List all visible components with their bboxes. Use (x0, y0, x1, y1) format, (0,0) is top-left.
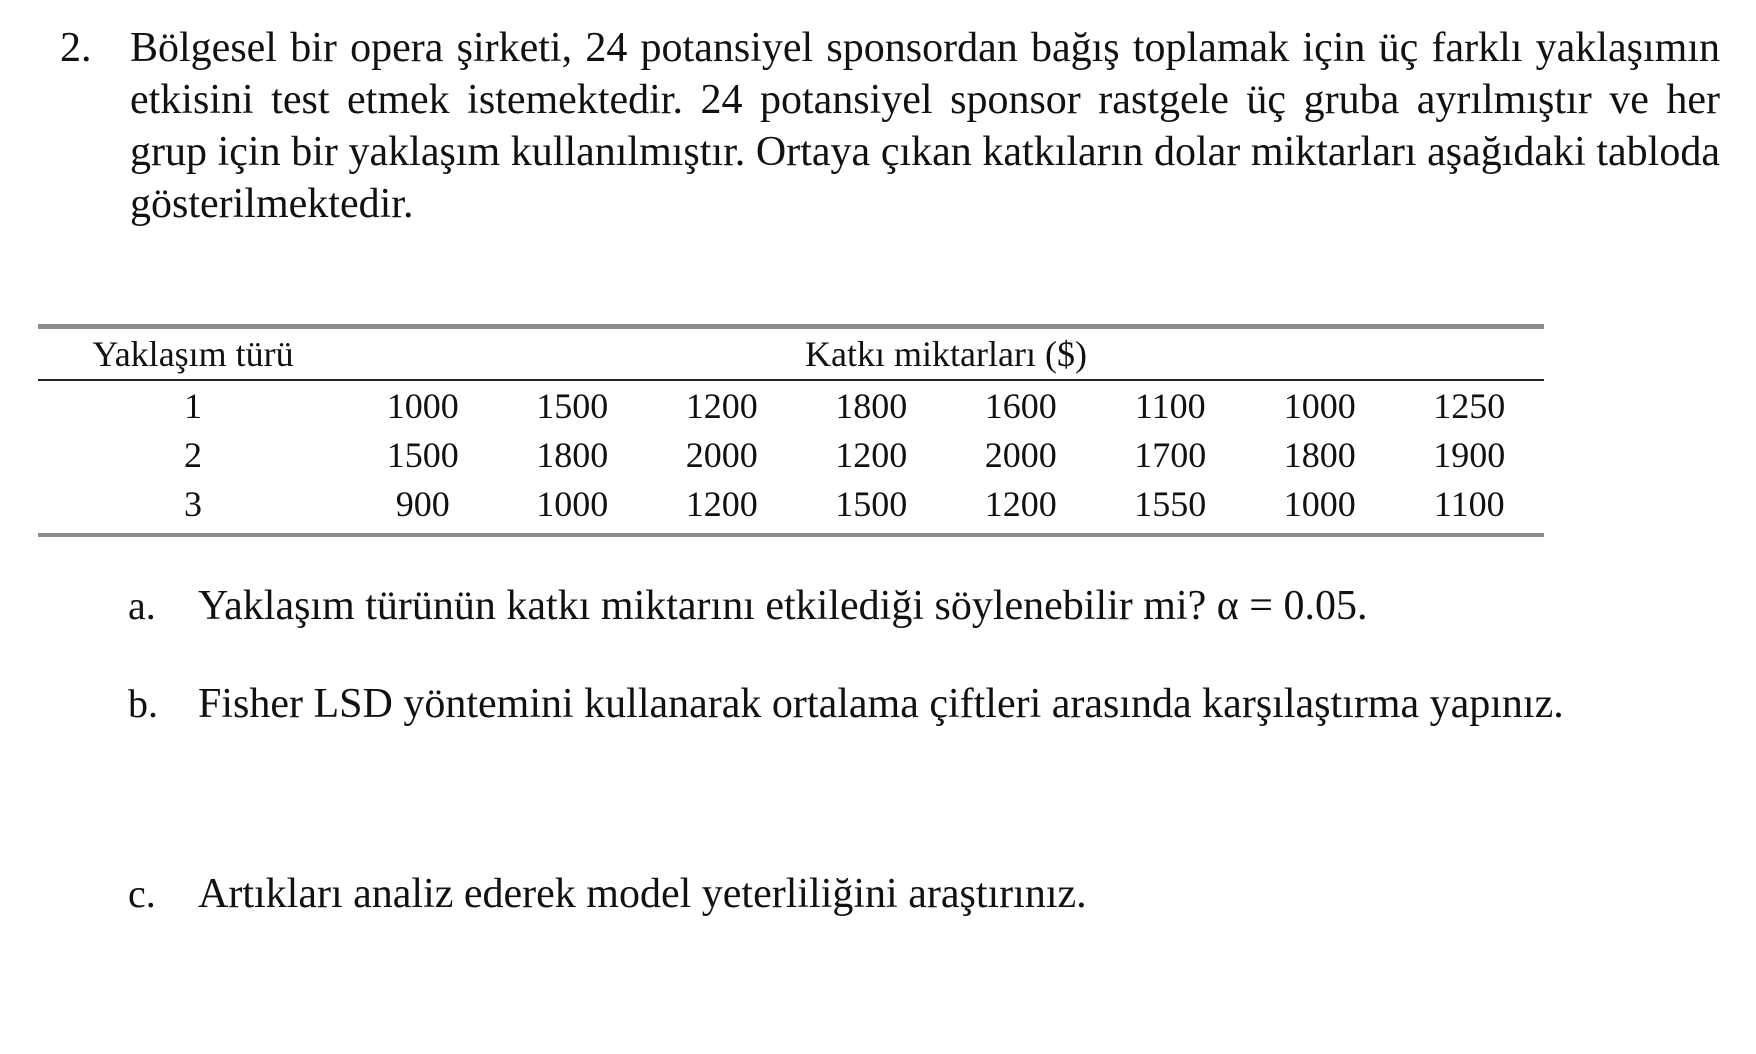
problem-statement: Bölgesel bir opera şirketi, 24 potansiyel sponsordan bağış toplamak için üç farklı yaklaşımın etkisini test etmek istemektedir. 24 potansiyel sponsor rastgele üç gruba ayrılmıştır ve her grup için bir yaklaşım kullanılmıştır. Ortaya çıkan katkıların dolar miktarları aşağıdaki tabloda gösterilmektedir. (130, 25, 1720, 227)
header-contribution-amounts: Katkı miktarları ($) (805, 334, 1087, 374)
table-cell: 1200 (685, 385, 758, 426)
table-header-row (38, 329, 1544, 379)
table-cell: 1000 (1283, 385, 1356, 426)
table-cell: 1250 (1433, 385, 1506, 426)
part-letter: c. (128, 871, 156, 916)
table-cell: 1800 (1283, 434, 1356, 475)
problem-number: 2. (60, 25, 92, 71)
part-text: Artıkları analiz ederek model yeterliliğini araştırınız. (198, 871, 1087, 917)
table-cell: 1500 (536, 385, 609, 426)
table-cell: 1200 (685, 483, 758, 524)
table-row (38, 430, 1544, 479)
part-text: Yaklaşım türünün katkı miktarını etkilediği söylenebilir mi? α = 0.05. (198, 583, 1368, 629)
header-approach-type: Yaklaşım türü (92, 334, 294, 374)
table-bottom-rule (38, 533, 1544, 537)
part-letter: b. (128, 681, 158, 726)
part-letter: a. (128, 583, 156, 628)
part-text: Fisher LSD yöntemini kullanarak ortalama çiftleri arasında karşılaştırma yapınız. (198, 681, 1564, 727)
table-cell: 1000 (386, 385, 459, 426)
data-table (38, 329, 1544, 379)
table-cell: 1800 (835, 385, 908, 426)
table-cell: 1700 (1134, 434, 1207, 475)
table-cell: 1550 (1134, 483, 1207, 524)
row-label: 3 (184, 483, 202, 524)
table-cell: 1100 (1134, 385, 1206, 426)
table-cell: 1500 (386, 434, 459, 475)
data-table-body (38, 381, 1544, 528)
table-cell: 2000 (984, 434, 1057, 475)
table-row (38, 479, 1544, 528)
table-cell: 1800 (536, 434, 609, 475)
table-cell: 1100 (1433, 483, 1505, 524)
table-row (38, 381, 1544, 430)
table-cell: 1600 (984, 385, 1057, 426)
table-cell: 2000 (685, 434, 758, 475)
table-cell: 900 (395, 483, 450, 524)
table-cell: 1200 (984, 483, 1057, 524)
table-cell: 1500 (835, 483, 908, 524)
row-label: 2 (184, 434, 202, 475)
contributions-table (38, 324, 1544, 537)
table-cell: 1900 (1433, 434, 1506, 475)
table-cell: 1200 (835, 434, 908, 475)
table-cell: 1000 (1283, 483, 1356, 524)
row-label: 1 (184, 385, 202, 426)
table-cell: 1000 (536, 483, 609, 524)
